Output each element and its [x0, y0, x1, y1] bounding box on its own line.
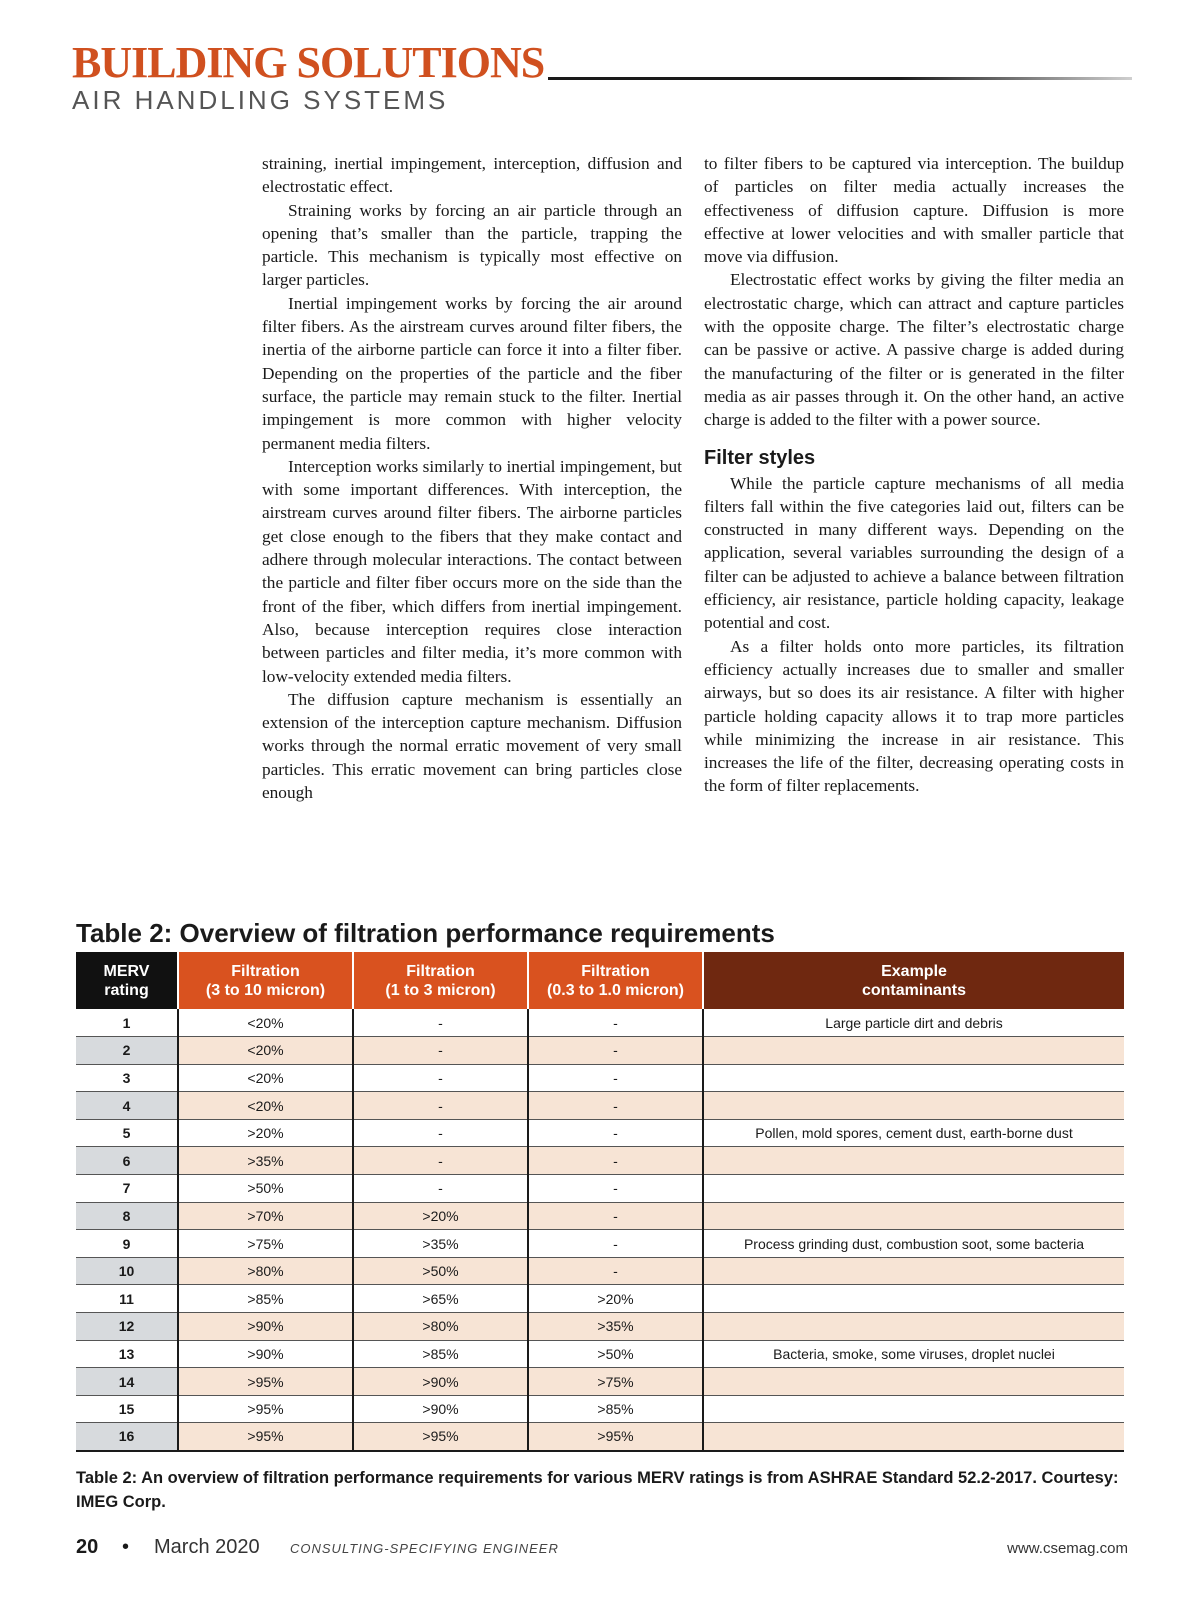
table-row: [76, 1313, 1124, 1341]
filtration-3-10-cell: <20%: [178, 1092, 353, 1120]
table-row: [76, 1119, 1124, 1147]
header-line: (3 to 10 micron): [205, 981, 326, 999]
merv-cell: 14: [76, 1368, 178, 1396]
contaminants-cell: [703, 1064, 1124, 1092]
header-example-contaminants: [703, 952, 1124, 1009]
footer-bullet: •: [122, 1536, 130, 1558]
article-paragraph: Interception works similarly to inertial impingement, but with some important differences. With interception, the airstream curves around filter fibers. The airborne particles get close enough to the fibers that they make contact and adhere through molecular interactions. The contact between the particle and filter fiber occurs more on the side than the front of the fiber, which differs from inertial impingement. Also, because interception requires close interaction between particles and filter media, it’s more common with low-velocity extended media filters.: [262, 456, 682, 686]
table-row: [76, 1230, 1124, 1258]
filtration-3-10-cell: >20%: [178, 1119, 353, 1147]
article-column-right: [704, 152, 1124, 798]
filtration-3-10-cell: <20%: [178, 1037, 353, 1065]
header-line: MERV: [103, 962, 150, 980]
table-row: [76, 1285, 1124, 1313]
filtration-03-1-cell: >85%: [528, 1395, 703, 1423]
filtration-1-3-cell: >85%: [353, 1340, 528, 1368]
filtration-1-3-cell: >95%: [353, 1423, 528, 1451]
filtration-03-1-cell: -: [528, 1064, 703, 1092]
filtration-03-1-cell: -: [528, 1009, 703, 1037]
contaminants-cell: [703, 1147, 1124, 1175]
page-number: 20: [76, 1536, 99, 1558]
filtration-3-10-cell: >70%: [178, 1202, 353, 1230]
merv-cell: 6: [76, 1147, 178, 1175]
filtration-1-3-cell: -: [353, 1064, 528, 1092]
article-paragraph: Electrostatic effect works by giving the filter media an electrostatic charge, which can attract and capture particles with the opposite charge. The filter’s electrostatic charge can be passive or active. A passive charge is added during the manufacturing of the filter or is generated in the filter media as air passes through it. On the other hand, an active charge is added to the filter with a power source.: [704, 270, 1124, 430]
filtration-03-1-cell: -: [528, 1230, 703, 1258]
contaminants-cell: [703, 1257, 1124, 1285]
merv-cell: 3: [76, 1064, 178, 1092]
header-line: contaminants: [861, 981, 966, 999]
header-rule: [548, 77, 1132, 80]
table-row: [76, 1340, 1124, 1368]
filtration-1-3-cell: -: [353, 1147, 528, 1175]
contaminants-cell: [703, 1092, 1124, 1120]
article-paragraph: Inertial impingement works by forcing the air around filter fibers. As the airstream curves around filter fibers, the inertia of the airborne particle can force it into a filter fiber. Depending on the properties of the particle and the fiber surface, the particle may remain stuck to the filter. Inertial impingement is more common with higher velocity permanent media filters.: [262, 293, 682, 453]
filtration-3-10-cell: >80%: [178, 1257, 353, 1285]
contaminants-cell: Large particle dirt and debris: [703, 1009, 1124, 1037]
article-paragraph: Straining works by forcing an air particle through an opening that’s smaller than the particle, trapping the particle. This mechanism is typically most effective on larger particles.: [262, 200, 682, 290]
merv-cell: 13: [76, 1340, 178, 1368]
table-body: [76, 1009, 1124, 1451]
contaminants-cell: [703, 1285, 1124, 1313]
merv-cell: 1: [76, 1009, 178, 1037]
filtration-03-1-cell: >50%: [528, 1340, 703, 1368]
merv-cell: 5: [76, 1119, 178, 1147]
table-caption: Table 2: An overview of filtration performance requirements for various MERV ratings is from ASHRAE Standard 52.2-2017. Courtesy: IMEG Corp.: [76, 1469, 1119, 1511]
filtration-03-1-cell: -: [528, 1175, 703, 1203]
filtration-3-10-cell: >90%: [178, 1313, 353, 1341]
article-paragraph: The diffusion capture mechanism is essentially an extension of the interception capture mechanism. Diffusion works through the normal erratic movement of very small particles. This erratic movement can bring particles close enough: [262, 689, 682, 803]
header-line: Filtration: [406, 962, 475, 980]
header-merv-rating: [76, 952, 178, 1009]
merv-cell: 10: [76, 1257, 178, 1285]
header-filtration-3-10: [178, 952, 353, 1009]
article-paragraph: While the particle capture mechanisms of all media filters fall within the five categories laid out, filters can be constructed in many different ways. Depending on the application, several variables surrounding the design of a filter can be adjusted to achieve a balance between filtration efficiency, air resistance, particle holding capacity, leakage potential and cost.: [704, 473, 1124, 633]
contaminants-cell: Bacteria, smoke, some viruses, droplet nuclei: [703, 1340, 1124, 1368]
contaminants-cell: [703, 1037, 1124, 1065]
filtration-03-1-cell: -: [528, 1257, 703, 1285]
website-url: www.csemag.com: [1007, 1540, 1128, 1557]
contaminants-cell: Process grinding dust, combustion soot, some bacteria: [703, 1230, 1124, 1258]
filtration-03-1-cell: >95%: [528, 1423, 703, 1451]
filtration-03-1-cell: >20%: [528, 1285, 703, 1313]
table-header-row: [76, 952, 1124, 1009]
header-line: (0.3 to 1.0 micron): [547, 981, 684, 999]
filtration-1-3-cell: >35%: [353, 1230, 528, 1258]
page-header: [72, 40, 1132, 114]
table-row: [76, 1064, 1124, 1092]
header-filtration-03-1: [528, 952, 703, 1009]
filtration-1-3-cell: -: [353, 1037, 528, 1065]
filtration-1-3-cell: -: [353, 1175, 528, 1203]
table-row: [76, 1037, 1124, 1065]
filtration-03-1-cell: -: [528, 1202, 703, 1230]
table-row: [76, 1009, 1124, 1037]
contaminants-cell: [703, 1423, 1124, 1451]
issue-date: March 2020: [154, 1536, 260, 1558]
table-row: [76, 1395, 1124, 1423]
filtration-3-10-cell: >50%: [178, 1175, 353, 1203]
article-paragraph: straining, inertial impingement, interception, diffusion and electrostatic effect.: [262, 154, 682, 197]
merv-cell: 16: [76, 1423, 178, 1451]
filtration-3-10-cell: >95%: [178, 1395, 353, 1423]
contaminants-cell: [703, 1202, 1124, 1230]
merv-cell: 2: [76, 1037, 178, 1065]
table-row: [76, 1257, 1124, 1285]
article-paragraph: As a filter holds onto more particles, its filtration efficiency actually increases due to smaller and smaller airways, but so does its air resistance. A filter with higher particle holding capacity allows it to trap more particles while minimizing the increase in air resistance. This increases the life of the filter, decreasing operating costs in the form of filter replacements.: [704, 636, 1124, 796]
table-row: [76, 1175, 1124, 1203]
header-filtration-1-3: [353, 952, 528, 1009]
filtration-03-1-cell: >75%: [528, 1368, 703, 1396]
article-column-left: [262, 152, 682, 804]
page-footer: [76, 1536, 1128, 1566]
filtration-3-10-cell: >95%: [178, 1368, 353, 1396]
header-line: rating: [104, 981, 149, 999]
magazine-name: CONSULTING-SPECIFYING ENGINEER: [290, 1541, 559, 1556]
merv-cell: 11: [76, 1285, 178, 1313]
filtration-3-10-cell: >90%: [178, 1340, 353, 1368]
table-row: [76, 1147, 1124, 1175]
table-row: [76, 1202, 1124, 1230]
filtration-1-3-cell: -: [353, 1009, 528, 1037]
filtration-1-3-cell: -: [353, 1119, 528, 1147]
header-line: (1 to 3 micron): [385, 981, 496, 999]
filtration-03-1-cell: -: [528, 1147, 703, 1175]
merv-cell: 8: [76, 1202, 178, 1230]
table-row: [76, 1092, 1124, 1120]
contaminants-cell: Pollen, mold spores, cement dust, earth-borne dust: [703, 1119, 1124, 1147]
filtration-3-10-cell: >35%: [178, 1147, 353, 1175]
section-subtitle: AIR HANDLING SYSTEMS: [72, 85, 449, 115]
merv-cell: 12: [76, 1313, 178, 1341]
filtration-3-10-cell: <20%: [178, 1009, 353, 1037]
filtration-3-10-cell: <20%: [178, 1064, 353, 1092]
contaminants-cell: [703, 1175, 1124, 1203]
filtration-1-3-cell: >90%: [353, 1395, 528, 1423]
filtration-1-3-cell: -: [353, 1092, 528, 1120]
merv-cell: 15: [76, 1395, 178, 1423]
filtration-3-10-cell: >75%: [178, 1230, 353, 1258]
header-line: Example: [881, 962, 947, 980]
table-title: Table 2: Overview of filtration performance requirements: [76, 918, 775, 948]
section-brand: BUILDING SOLUTIONS: [72, 38, 545, 87]
filtration-1-3-cell: >20%: [353, 1202, 528, 1230]
table-row: [76, 1423, 1124, 1451]
table-row: [76, 1368, 1124, 1396]
merv-cell: 7: [76, 1175, 178, 1203]
contaminants-cell: [703, 1313, 1124, 1341]
merv-cell: 9: [76, 1230, 178, 1258]
filtration-1-3-cell: >65%: [353, 1285, 528, 1313]
filtration-3-10-cell: >95%: [178, 1423, 353, 1451]
filtration-03-1-cell: -: [528, 1092, 703, 1120]
subheading-filter-styles: Filter styles: [704, 446, 816, 469]
merv-cell: 4: [76, 1092, 178, 1120]
header-line: Filtration: [581, 962, 650, 980]
brand-row: [72, 40, 1132, 86]
article-paragraph: to filter fibers to be captured via interception. The buildup of particles on filter media actually increases the effectiveness of diffusion capture. Diffusion is more effective at lower velocities and with smaller particle that move via diffusion.: [704, 154, 1124, 267]
filtration-03-1-cell: >35%: [528, 1313, 703, 1341]
merv-table: [76, 952, 1124, 1452]
filtration-3-10-cell: >85%: [178, 1285, 353, 1313]
filtration-03-1-cell: -: [528, 1119, 703, 1147]
filtration-1-3-cell: >90%: [353, 1368, 528, 1396]
filtration-03-1-cell: -: [528, 1037, 703, 1065]
filtration-1-3-cell: >80%: [353, 1313, 528, 1341]
header-line: Filtration: [231, 962, 300, 980]
filtration-1-3-cell: >50%: [353, 1257, 528, 1285]
contaminants-cell: [703, 1368, 1124, 1396]
contaminants-cell: [703, 1395, 1124, 1423]
